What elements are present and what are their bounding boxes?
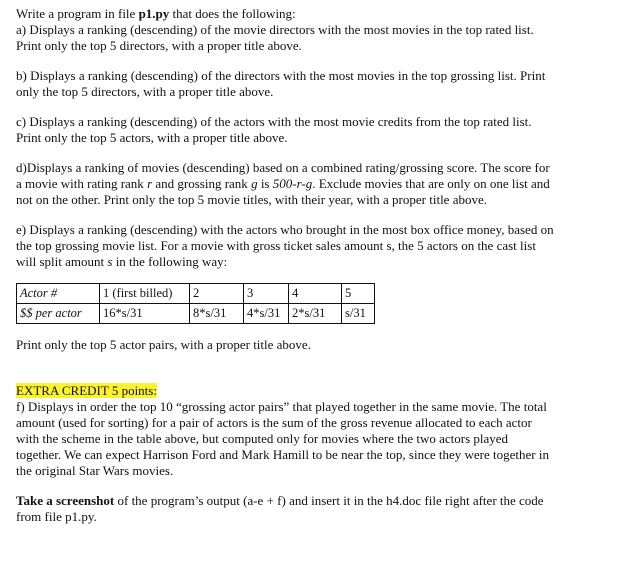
extra-credit-heading-line	[16, 383, 604, 399]
screenshot-note-line1	[16, 493, 604, 509]
revenue-split-table	[16, 283, 375, 324]
extra-credit-line1: f) Displays in order the top 10 “grossing actor pairs” that played together in the same movie. The total	[16, 399, 547, 414]
intro-filename: p1.py	[138, 6, 170, 21]
part-c-line2: Print only the top 5 actors, with a proper title above.	[16, 130, 288, 145]
var-g: g	[251, 176, 258, 191]
part-d-line2-mid2: is	[257, 176, 273, 191]
part-e-line3	[16, 254, 604, 270]
part-d-line2-post: . Exclude movies that are only on one list and	[312, 176, 550, 191]
part-c-line1: c) Displays a ranking (descending) of the actors with the most movie credits from the top rated list.	[16, 114, 532, 129]
table-cell: 2*s/31	[289, 304, 342, 324]
intro-pre: Write a program in file	[16, 6, 139, 21]
table-cell: 4	[289, 284, 342, 304]
table-cell: Actor #	[17, 284, 100, 304]
extra-credit-line4: together. We can expect Harrison Ford and Mark Hamill to be near the top, since they were together in	[16, 447, 549, 462]
table-row	[17, 304, 375, 324]
part-d-line2	[16, 176, 604, 192]
score-formula: 500-r-g	[272, 176, 313, 191]
intro-post: that does the following:	[169, 6, 296, 21]
table-cell: $$ per actor	[17, 304, 100, 324]
part-e-line2: the top grossing movie list. For a movie with gross ticket sales amount s, the 5 actors on the cast list	[16, 238, 536, 253]
var-r: r	[147, 176, 153, 191]
after-table-text: Print only the top 5 actor pairs, with a proper title above.	[16, 337, 311, 352]
screenshot-note-bold: Take a screenshot	[16, 493, 115, 508]
extra-credit-line5: the original Star Wars movies.	[16, 463, 174, 478]
part-b-line1: b) Displays a ranking (descending) of the directors with the most movies in the top grossing list. Print	[16, 68, 546, 83]
table-cell: 8*s/31	[190, 304, 244, 324]
part-e-line1: e) Displays a ranking (descending) with the actors who brought in the most box office money, based on	[16, 222, 554, 237]
table-cell: 3	[244, 284, 289, 304]
screenshot-note-line2: from file p1.py.	[16, 509, 97, 524]
var-s: s	[107, 254, 113, 269]
table-cell: s/31	[342, 304, 375, 324]
table-cell: 16*s/31	[100, 304, 190, 324]
part-d-line2-pre: a movie with rating rank	[16, 176, 148, 191]
intro-text	[16, 6, 604, 22]
extra-credit-heading: EXTRA CREDIT 5 points:	[16, 383, 157, 398]
table-cell: 2	[190, 284, 244, 304]
part-e-line3-pre: will split amount	[16, 254, 108, 269]
table-row	[17, 284, 375, 304]
part-a-line1: a) Displays a ranking (descending) of the movie directors with the most movies in the top rated list.	[16, 22, 534, 37]
part-a-line2: Print only the top 5 directors, with a proper title above.	[16, 38, 302, 53]
extra-credit-line2: amount (used for sorting) for a pair of actors is the sum of the gross revenue allocated to each actor	[16, 415, 532, 430]
part-d-line2-mid: and grossing rank	[152, 176, 252, 191]
table-cell: 1 (first billed)	[100, 284, 190, 304]
part-e-line3-post: in the following way:	[112, 254, 228, 269]
part-d-line1: d)Displays a ranking of movies (descending) based on a combined rating/grossing score. The score for	[16, 160, 550, 175]
screenshot-note-post: of the program’s output (a-e + f) and insert it in the h4.doc file right after the code	[114, 493, 544, 508]
extra-credit-line3: with the scheme in the table above, but computed only for movies where the two actors played	[16, 431, 509, 446]
part-b-line2: only the top 5 directors, with a proper title above.	[16, 84, 274, 99]
part-d-line3: not on the other. Print only the top 5 movie titles, with their year, with a proper title above.	[16, 192, 487, 207]
table-cell: 4*s/31	[244, 304, 289, 324]
table-cell: 5	[342, 284, 375, 304]
